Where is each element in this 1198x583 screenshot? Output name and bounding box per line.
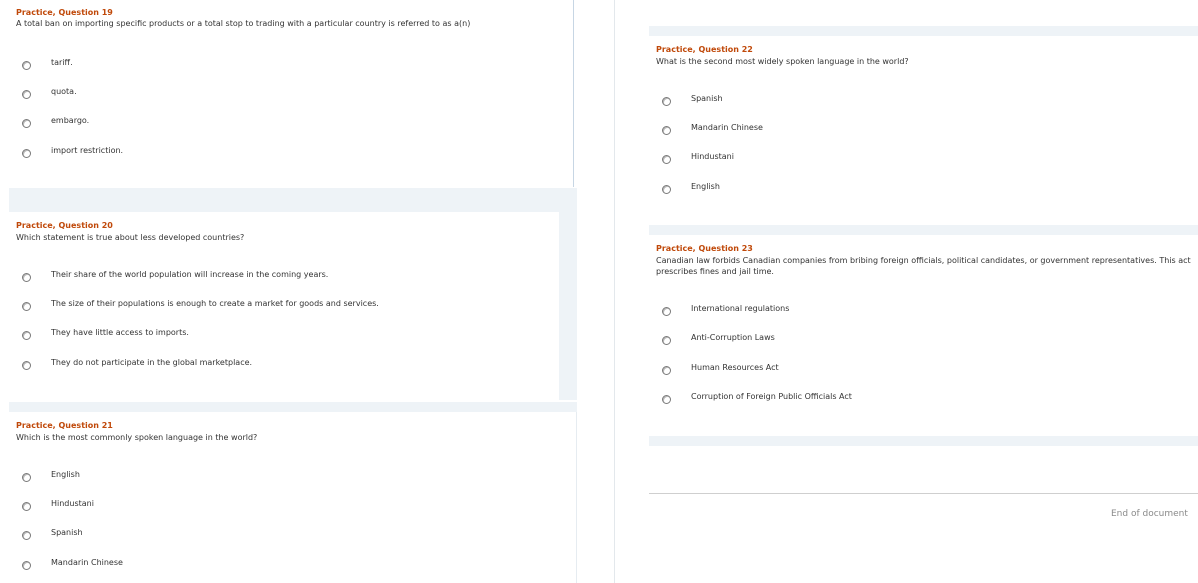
end-divider <box>649 493 1198 494</box>
radio-button[interactable] <box>22 502 31 511</box>
radio-button[interactable] <box>22 273 31 282</box>
question-text: Which is the most commonly spoken language in the world? <box>16 433 258 442</box>
radio-button[interactable] <box>22 331 31 340</box>
question-separator <box>649 225 1198 235</box>
side-bar <box>559 212 577 400</box>
column-divider-bottom <box>576 412 577 583</box>
option-label: They do not participate in the global marketplace. <box>51 358 253 367</box>
page-gutter-line <box>614 0 615 583</box>
radio-button[interactable] <box>22 302 31 311</box>
radio-button[interactable] <box>22 361 31 370</box>
option-label: Corruption of Foreign Public Officials Act <box>691 392 852 401</box>
radio-button[interactable] <box>662 185 671 194</box>
option-label: Spanish <box>691 94 723 103</box>
question-separator <box>9 402 577 412</box>
option-label: English <box>691 182 720 191</box>
question-title: Practice, Question 20 <box>16 221 113 230</box>
question-separator <box>649 436 1198 446</box>
radio-button[interactable] <box>662 307 671 316</box>
radio-button[interactable] <box>662 395 671 404</box>
radio-button[interactable] <box>662 97 671 106</box>
end-of-document-label: End of document <box>1111 509 1188 519</box>
option-label: The size of their populations is enough to create a market for goods and services. <box>51 299 379 308</box>
radio-button[interactable] <box>662 126 671 135</box>
option-label: Human Resources Act <box>691 363 779 372</box>
question-title: Practice, Question 19 <box>16 8 113 17</box>
option-label: English <box>51 470 80 479</box>
radio-button[interactable] <box>22 90 31 99</box>
question-text: Which statement is true about less developed countries? <box>16 233 245 242</box>
option-label: import restriction. <box>51 146 124 155</box>
radio-button[interactable] <box>22 149 31 158</box>
question-text: A total ban on importing specific products or a total stop to trading with a particular country is referred to as a(n) <box>16 19 471 28</box>
option-label: Hindustani <box>691 152 734 161</box>
radio-button[interactable] <box>22 119 31 128</box>
option-label: quota. <box>51 87 77 96</box>
radio-button[interactable] <box>22 61 31 70</box>
option-label: Hindustani <box>51 499 94 508</box>
question-title: Practice, Question 22 <box>656 45 753 54</box>
option-label: Mandarin Chinese <box>691 123 763 132</box>
question-text: What is the second most widely spoken language in the world? <box>656 57 909 66</box>
radio-button[interactable] <box>22 561 31 570</box>
option-label: Mandarin Chinese <box>51 558 123 567</box>
question-title: Practice, Question 21 <box>16 421 113 430</box>
question-separator <box>649 26 1198 36</box>
column-divider-top <box>573 0 574 187</box>
option-label: tariff. <box>51 58 73 67</box>
radio-button[interactable] <box>22 473 31 482</box>
option-label: International regulations <box>691 304 790 313</box>
question-text: Canadian law forbids Canadian companies from bribing foreign officials, political candidates, or government representatives. This act prescribes fines and jail time. <box>656 256 1191 276</box>
question-separator <box>9 188 577 212</box>
option-label: embargo. <box>51 116 90 125</box>
question-title: Practice, Question 23 <box>656 244 753 253</box>
radio-button[interactable] <box>662 336 671 345</box>
radio-button[interactable] <box>662 155 671 164</box>
radio-button[interactable] <box>662 366 671 375</box>
option-label: Their share of the world population will increase in the coming years. <box>51 270 329 279</box>
option-label: Spanish <box>51 528 83 537</box>
option-label: Anti-Corruption Laws <box>691 333 775 342</box>
option-label: They have little access to imports. <box>51 328 189 337</box>
radio-button[interactable] <box>22 531 31 540</box>
